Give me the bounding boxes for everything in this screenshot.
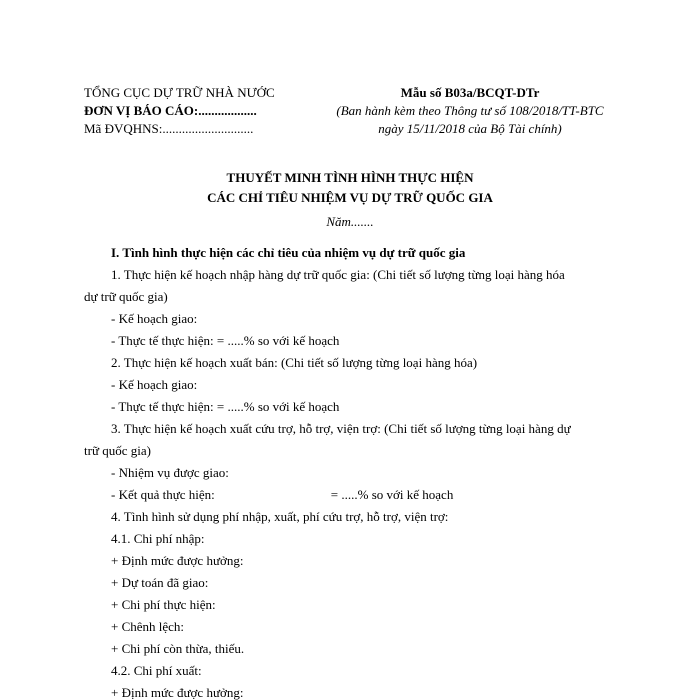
paragraph-2-plan: - Kế hoạch giao: bbox=[111, 377, 198, 392]
paragraph-1-cont: dự trữ quốc gia) bbox=[84, 289, 168, 304]
document-title bbox=[0, 168, 700, 208]
issued-date: ngày 15/11/2018 của Bộ Tài chính) bbox=[378, 121, 562, 136]
paragraph-1-actual: - Thực tế thực hiện: = .....% so với kế hoạch bbox=[111, 333, 340, 348]
reporting-unit: ĐƠN VỊ BÁO CÁO:.................. bbox=[84, 103, 257, 118]
header-right bbox=[310, 84, 630, 138]
paragraph-4-2-a: + Định mức được hưởng: bbox=[111, 685, 244, 700]
paragraph-4-1-e: + Chi phí còn thừa, thiếu. bbox=[111, 641, 245, 656]
paragraph-4-1-d: + Chênh lệch: bbox=[111, 619, 185, 634]
report-year: Năm....... bbox=[326, 214, 374, 229]
paragraph-3: 3. Thực hiện kế hoạch xuất cứu trợ, hỗ trợ, viện trợ: (Chi tiết số lượng từng loại hàng dự bbox=[111, 421, 571, 436]
paragraph-4-1-b: + Dự toán đã giao: bbox=[111, 575, 209, 590]
budget-code: Mã ĐVQHNS:............................ bbox=[84, 121, 254, 136]
paragraph-4-1-a: + Định mức được hưởng: bbox=[111, 553, 244, 568]
paragraph-4-1: 4.1. Chi phí nhập: bbox=[111, 531, 205, 546]
issued-by: (Ban hành kèm theo Thông tư số 108/2018/TT-BTC bbox=[336, 103, 604, 118]
paragraph-2-actual: - Thực tế thực hiện: = .....% so với kế hoạch bbox=[111, 399, 340, 414]
paragraph-3-result-value: = .....% so với kế hoạch bbox=[330, 487, 454, 502]
title-line-2: CÁC CHỈ TIÊU NHIỆM VỤ DỰ TRỮ QUỐC GIA bbox=[207, 190, 493, 205]
paragraph-4-2: 4.2. Chi phí xuất: bbox=[111, 663, 202, 678]
paragraph-2: 2. Thực hiện kế hoạch xuất bán: (Chi tiết số lượng từng loại hàng hóa) bbox=[111, 355, 478, 370]
agency-name: TỔNG CỤC DỰ TRỮ NHÀ NƯỚC bbox=[84, 85, 275, 100]
paragraph-1: 1. Thực hiện kế hoạch nhập hàng dự trữ quốc gia: (Chi tiết số lượng từng loại hàng hóa bbox=[111, 267, 565, 282]
header-left bbox=[84, 84, 275, 138]
paragraph-3-cont: trữ quốc gia) bbox=[84, 443, 151, 458]
paragraph-3-task: - Nhiệm vụ được giao: bbox=[111, 465, 229, 480]
title-line-1: THUYẾT MINH TÌNH HÌNH THỰC HIỆN bbox=[226, 170, 474, 185]
section-heading: I. Tình hình thực hiện các chỉ tiêu của nhiệm vụ dự trữ quốc gia bbox=[111, 245, 466, 260]
form-number: Mẫu số B03a/BCQT-DTr bbox=[400, 85, 540, 100]
paragraph-1-plan: - Kế hoạch giao: bbox=[111, 311, 198, 326]
document-body bbox=[84, 242, 620, 700]
paragraph-3-result-label: - Kết quả thực hiện: bbox=[111, 487, 215, 502]
paragraph-4: 4. Tình hình sử dụng phí nhập, xuất, phí cứu trợ, hỗ trợ, viện trợ: bbox=[111, 509, 449, 524]
paragraph-3-result bbox=[84, 484, 620, 506]
paragraph-4-1-c: + Chi phí thực hiện: bbox=[111, 597, 216, 612]
